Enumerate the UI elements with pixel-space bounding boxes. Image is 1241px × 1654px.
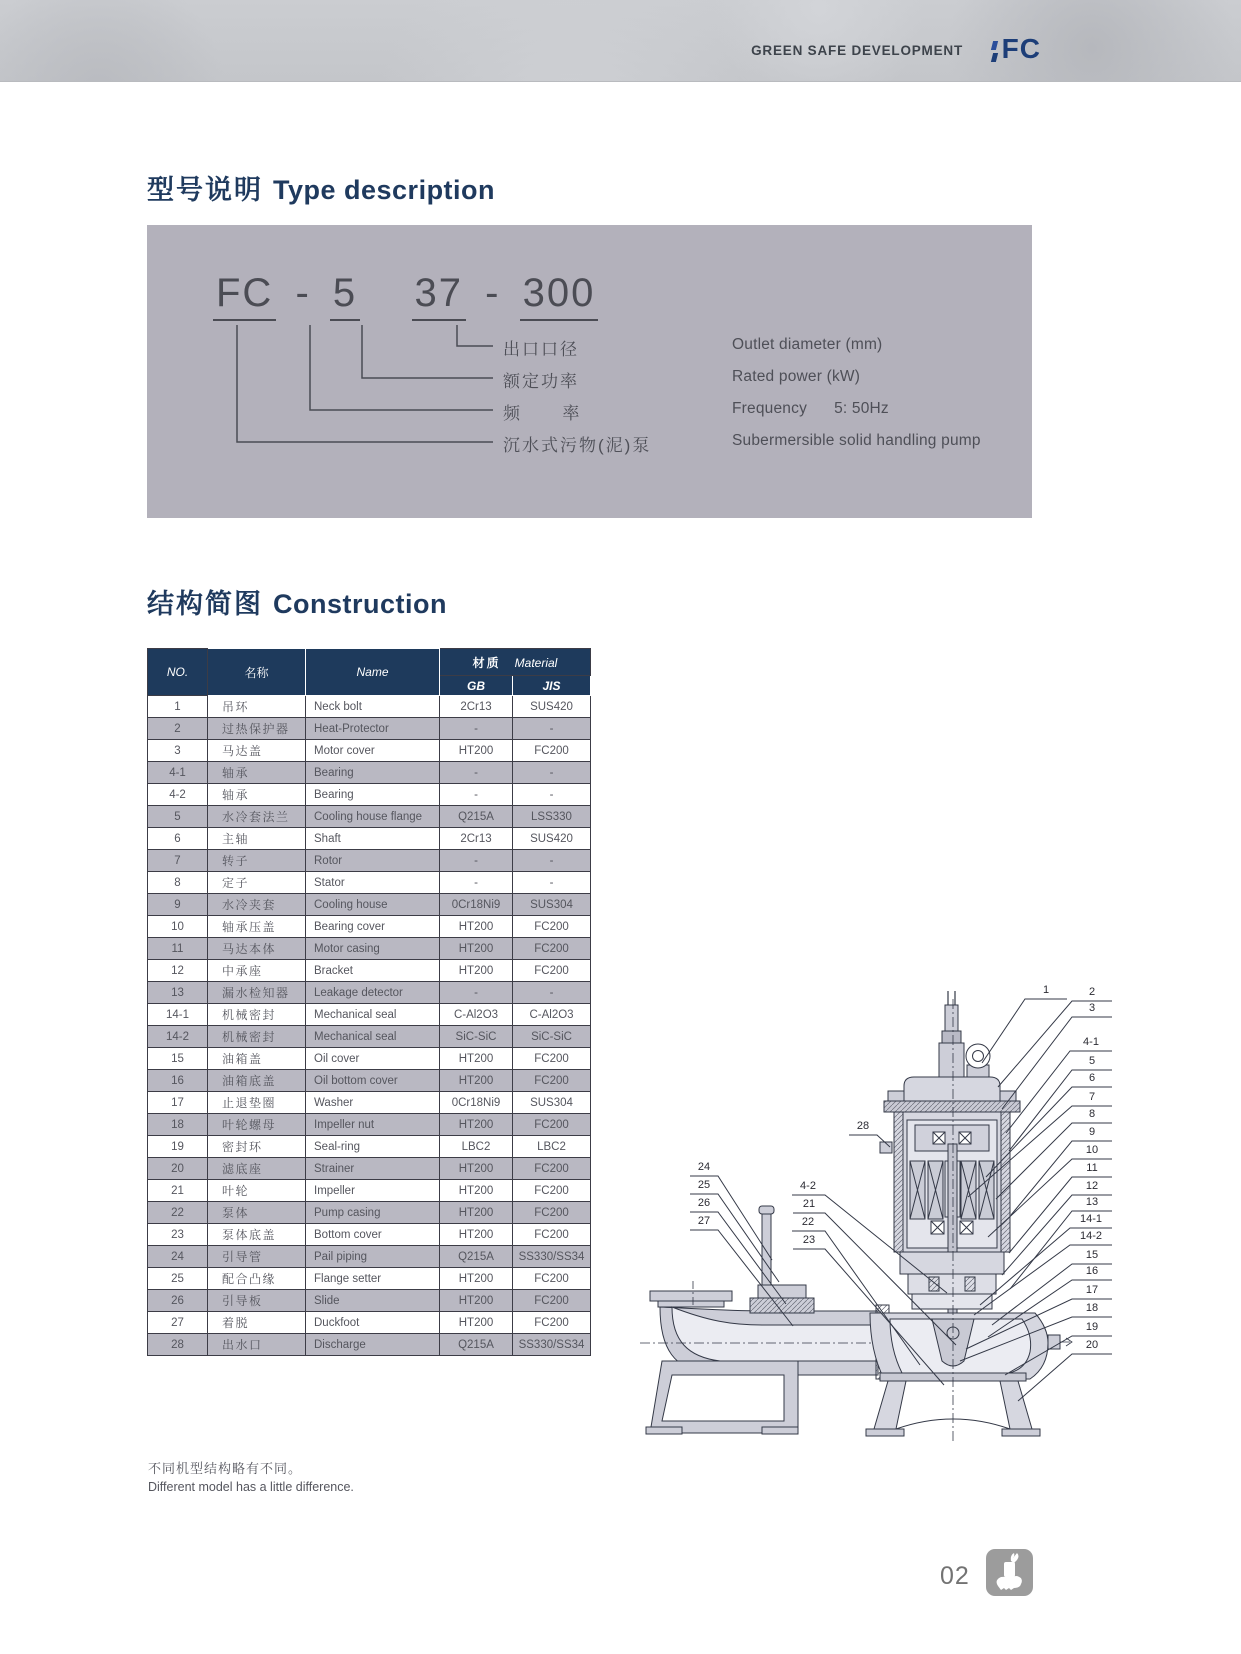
type-title-cn: 型号说明 [147,175,263,205]
table-row: 1 吊环 Neck bolt 2Cr13 SUS420 [148,696,591,718]
callout-number: 9 [1088,1126,1096,1138]
callout-number: 12 [1085,1180,1099,1192]
fc-logo [992,33,1041,65]
type-section-title [147,168,495,207]
callout-number: 26 [697,1197,711,1209]
callout-number: 11 [1086,1162,1098,1174]
table-row: 25 配合凸缘 Flange setter HT200 FC200 [148,1268,591,1290]
table-row: 3 马达盖 Motor cover HT200 FC200 [148,740,591,762]
header-tagline: GREEN SAFE DEVELOPMENT [751,43,963,58]
table-row: 7 转子 Rotor - - [148,850,591,872]
table-row: 23 泵体底盖 Bottom cover HT200 FC200 [148,1224,591,1246]
col-jis: JIS [513,676,591,696]
callout-number: 19 [1085,1321,1099,1333]
note-en: Different model has a little difference. [148,1480,354,1494]
callout-number: 22 [801,1216,815,1228]
col-name-en: Name [356,665,389,679]
label-pumptype-cn: 沉水式污物(泥)泵 [503,436,652,455]
model-leader-lines [147,225,1032,518]
table-row: 26 引导板 Slide HT200 FC200 [148,1290,591,1312]
page-number: 02 [940,1562,970,1590]
col-no: NO. [166,665,189,679]
table-row: 22 泵体 Pump casing HT200 FC200 [148,1202,591,1224]
label-power-cn: 额定功率 [503,372,579,391]
construction-title-en: Construction [273,589,447,619]
callout-number: 8 [1088,1108,1096,1120]
fc-logo-text: FC [1001,33,1041,64]
col-material-cn: 材质 [472,655,501,670]
callout-number: 23 [802,1234,816,1246]
callout-number: 17 [1085,1284,1099,1296]
model-frequency: 5 [330,271,360,321]
callout-number: 13 [1085,1196,1099,1208]
table-row: 6 主轴 Shaft 2Cr13 SUS420 [148,828,591,850]
table-row: 14-1 机械密封 Mechanical seal C-Al2O3 C-Al2O3 [148,1004,591,1026]
callout-number: 27 [697,1215,711,1227]
table-row: 8 定子 Stator - - [148,872,591,894]
fc-logo-bars-icon [992,41,997,62]
table-row: 11 马达本体 Motor casing HT200 FC200 [148,938,591,960]
table-row: 18 叶轮螺母 Impeller nut HT200 FC200 [148,1114,591,1136]
label-outlet-en: Outlet diameter (mm) [732,336,883,353]
callout-number: 14-1 [1079,1213,1103,1225]
table-row: 4-1 轴承 Bearing - - [148,762,591,784]
label-frequency-cn: 频 率 [503,404,582,423]
table-row: 24 引导管 Pail piping Q215A SS330/SS34 [148,1246,591,1268]
table-row: 21 叶轮 Impeller HT200 FC200 [148,1180,591,1202]
callout-leader-line [1009,1070,1112,1151]
label-power-en: Rated power (kW) [732,368,861,385]
table-row: 5 水冷套法兰 Cooling house flange Q215A LSS330 [148,806,591,828]
table-row: 28 出水口 Discharge Q215A SS330/SS34 [148,1334,591,1356]
callout-number: 24 [697,1161,711,1173]
table-row: 4-2 轴承 Bearing - - [148,784,591,806]
label-pumptype-en: Subermersible solid handling pump [732,432,981,449]
col-gb: GB [440,676,513,696]
col-name-cn: 名称 [244,665,269,680]
model-power: 37 [412,271,467,321]
callout-number: 16 [1085,1265,1099,1277]
construction-table-body [148,696,591,1356]
callout-number: 7 [1088,1091,1096,1103]
table-row: 16 油箱底盖 Oil bottom cover HT200 FC200 [148,1070,591,1092]
callout-number: 2 [1088,986,1096,998]
callout-number: 20 [1085,1339,1099,1351]
callout-number: 4-1 [1083,1036,1099,1048]
table-row: 12 中承座 Bracket HT200 FC200 [148,960,591,982]
callout-number: 15 [1085,1249,1099,1261]
callout-leader-line [1006,1051,1112,1133]
footer-logo [986,1549,1033,1596]
table-row: 17 止退垫圈 Washer 0Cr18Ni9 SUS304 [148,1092,591,1114]
callout-number: 3 [1088,1002,1096,1014]
table-row: 27 着脱 Duckfoot HT200 FC200 [148,1312,591,1334]
table-row: 14-2 机械密封 Mechanical seal SiC-SiC SiC-SiC [148,1026,591,1048]
construction-note [148,1458,354,1494]
note-cn: 不同机型结构略有不同。 [148,1461,303,1476]
callout-number: 18 [1085,1302,1099,1314]
callout-leader-line [982,999,1067,1063]
construction-title-cn: 结构简图 [147,589,263,619]
table-row: 19 密封环 Seal-ring LBC2 LBC2 [148,1136,591,1158]
label-frequency-en: Frequency 5: 50Hz [732,400,889,417]
callout-number: 14-2 [1079,1230,1103,1242]
callout-number: 4-2 [800,1180,816,1192]
model-code: FC - 5 37 - 300 [213,271,598,321]
table-row: 2 过热保护器 Heat-Protector - - [148,718,591,740]
table-row: 10 轴承压盖 Bearing cover HT200 FC200 [148,916,591,938]
col-material-en: Material [514,655,558,670]
table-row: 15 油箱盖 Oil cover HT200 FC200 [148,1048,591,1070]
callout-number: 5 [1088,1055,1096,1067]
callout-number: 25 [697,1179,711,1191]
type-title-en: Type description [273,175,496,205]
callout-number: 21 [802,1198,816,1210]
table-row: 20 滤底座 Strainer HT200 FC200 [148,1158,591,1180]
type-description-box [147,225,1032,518]
header-band [0,0,1241,82]
callout-number: 6 [1088,1072,1096,1084]
label-outlet-cn: 出口口径 [503,340,579,359]
pump-icon [986,1549,1033,1596]
model-outlet: 300 [520,271,599,321]
construction-table [147,648,591,1356]
callout-number: 28 [856,1120,870,1132]
construction-section-title [147,582,447,621]
model-series: FC [213,271,276,321]
table-row: 13 漏水检知器 Leakage detector - - [148,982,591,1004]
callout-number: 10 [1085,1144,1099,1156]
table-row: 9 水冷夹套 Cooling house 0Cr18Ni9 SUS304 [148,894,591,916]
callout-number: 1 [1042,984,1050,996]
pump-cross-section-drawing [612,915,1122,1445]
